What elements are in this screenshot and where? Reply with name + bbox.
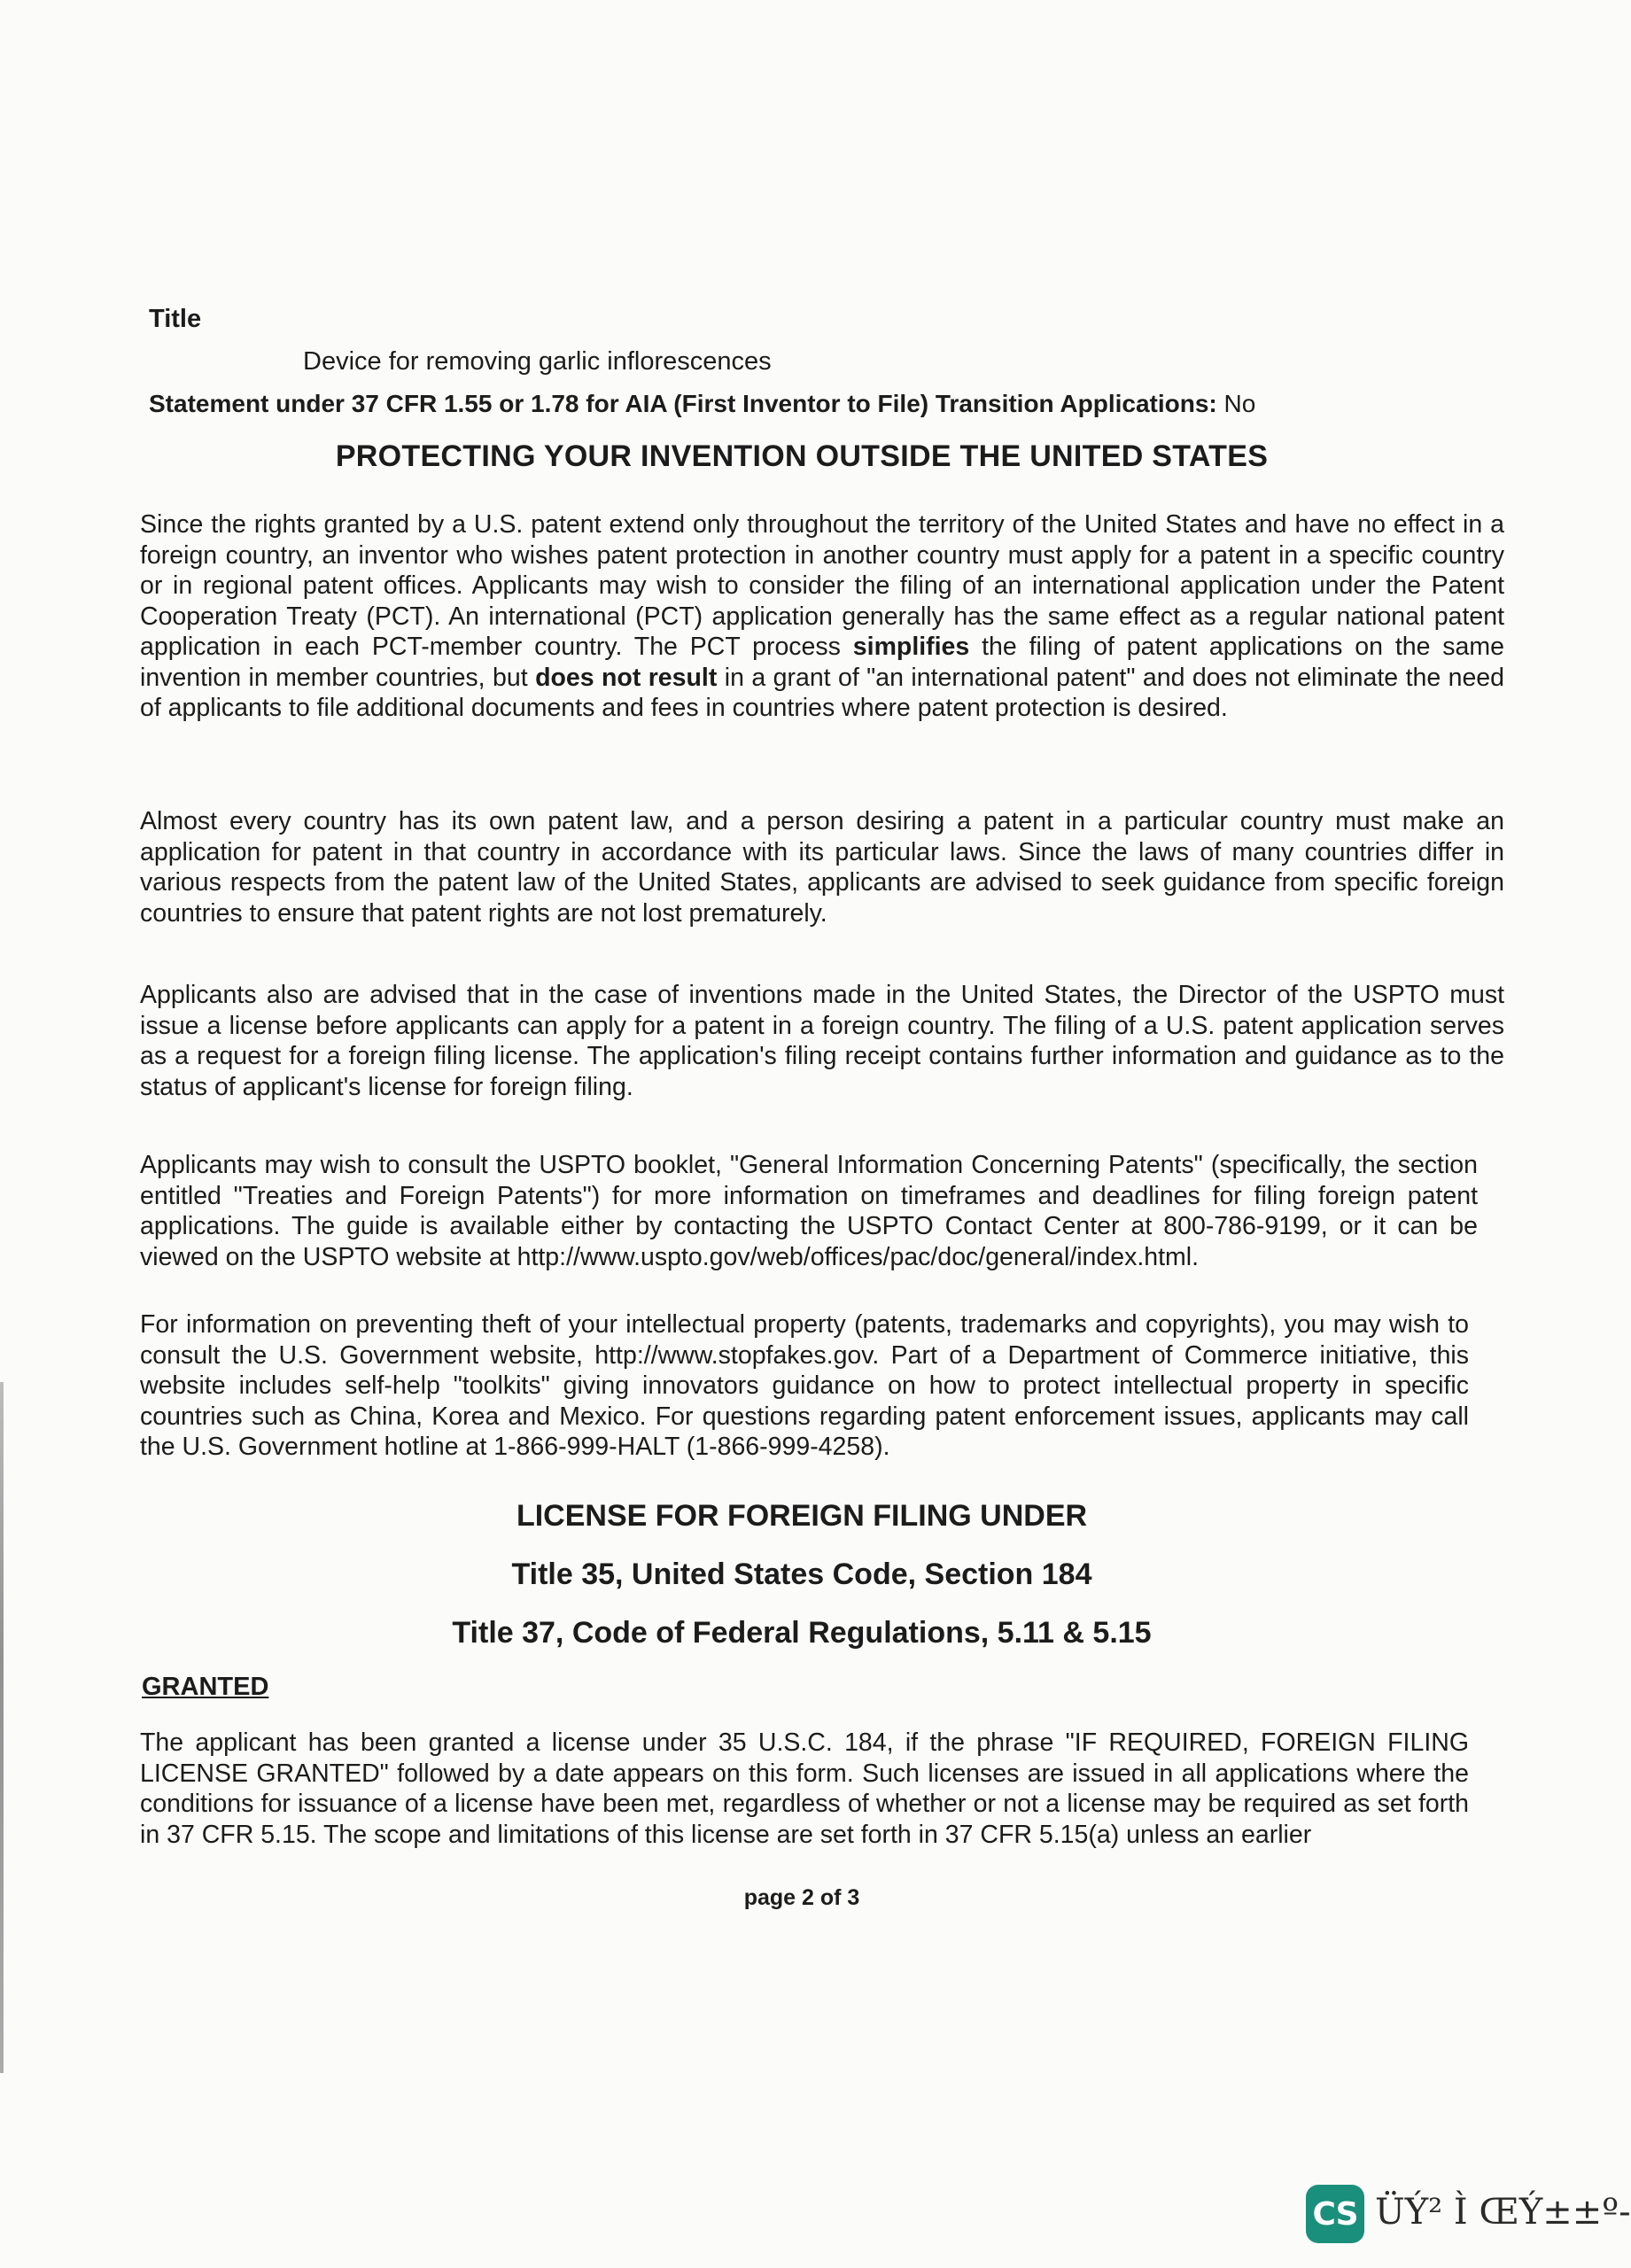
license-heading-1: LICENSE FOR FOREIGN FILING UNDER xyxy=(516,1499,1088,1533)
paragraph-stopfakes: For information on preventing theft of your intellectual property (patents, trademarks and copyrights), you may wish to consult the U.S. Government website, http://www.stopfakes.gov. Part of a Department of Commerce initiative, this website includes self-help "toolkits" giving innovators guidance on how to protect intellectual property in specific countries such as China, Korea and Mexico. For questions regarding patent enforcement issues, applicants may call the U.S. Government hotline at 1-866-999-HALT (1-866-999-4258). xyxy=(140,1310,1469,1461)
paragraph-1-text-b: the filing of patent applications on the same invention in member countries, but xyxy=(140,633,1504,692)
paragraph-license-granted: The applicant has been granted a license under 35 U.S.C. 184, if the phrase "IF REQUIRED, FOREIGN FILING LICENSE GRANTED" followed by a date appears on this form. Such licenses are issued in all applications where the conditions for issuance of a license have been met, regardless of whether or not a license may be required as set forth in 37 CFR 5.15. The scope and limitations of this license are set forth in 37 CFR 5.15(a) unless an earlier xyxy=(140,1728,1469,1849)
scan-edge-shadow xyxy=(0,1382,4,2073)
license-heading-2: Title 35, United States Code, Section 184 xyxy=(511,1557,1092,1591)
paragraph-1-bold-simplifies: simplifies xyxy=(852,633,970,661)
aia-statement-label: Statement under 37 CFR 1.55 or 1.78 for AIA (First Inventor to File) Transition Applications: xyxy=(149,390,1217,417)
granted-label: GRANTED xyxy=(142,1673,269,1701)
paragraph-license-advice: Applicants also are advised that in the case of inventions made in the United States, the Director of the USPTO must issue a license before applicants can apply for a patent in a foreign country. The filing of a U.S. patent application serves as a request for a foreign filing license. The application's filing receipt contains further information and guidance as to the status of applicant's license for foreign filing. xyxy=(140,981,1504,1101)
paragraph-country-law: Almost every country has its own patent law, and a person desiring a patent in a particular country must make an application for patent in that country in accordance with its particular laws. Since the laws of many countries differ in various respects from the patent law of the United States, applicants are advised to seek guidance from specific foreign countries to ensure that patent rights are not lost prematurely. xyxy=(140,807,1504,928)
aia-statement-value: No xyxy=(1223,390,1256,417)
camscanner-logo-icon: CS xyxy=(1306,2185,1364,2243)
paragraph-1-bold-does-not-result: does not result xyxy=(535,663,718,692)
license-heading-3: Title 37, Code of Federal Regulations, 5.11 & 5.15 xyxy=(452,1616,1152,1650)
paragraph-1-text-c: in a grant of "an international patent" and does not eliminate the need of applicants to file additional documents and fees in countries where patent protection is desired. xyxy=(140,663,1505,722)
aia-statement xyxy=(149,390,1255,418)
paragraph-uspto-booklet: Applicants may wish to consult the USPTO booklet, "General Information Concerning Patents" (specifically, the section entitled "Treaties and Foreign Patents") for more information on timeframes and deadlines for filing foreign patent applications. The guide is available either by contacting the USPTO Contact Center at 800-786-9199, or it can be viewed on the USPTO website at http://www.uspto.gov/web/offices/pac/doc/general/index.html. xyxy=(140,1151,1478,1271)
scanner-watermark-text: ÜÝ² Ì ŒÝ±±º- xyxy=(1375,2192,1631,2233)
title-label: Title xyxy=(149,305,202,333)
paragraph-foreign-protection xyxy=(140,509,1504,724)
page-number: page 2 of 3 xyxy=(743,1885,860,1910)
paragraph-1-text-a: Since the rights granted by a U.S. patent extend only throughout the territory of the United States and have no effect in a foreign country, an inventor who wishes patent protection in another country must apply for a patent in a specific country or in regional patent offices. Applicants may wish to consider the filing of an international application under the Patent Cooperation Treaty (PCT). An international (PCT) application generally has the same effect as a regular national patent application in each PCT-member country. The PCT process xyxy=(140,510,1504,661)
section-heading-protecting: PROTECTING YOUR INVENTION OUTSIDE THE UNITED STATES xyxy=(335,439,1269,473)
invention-title: Device for removing garlic inflorescences xyxy=(303,347,772,376)
